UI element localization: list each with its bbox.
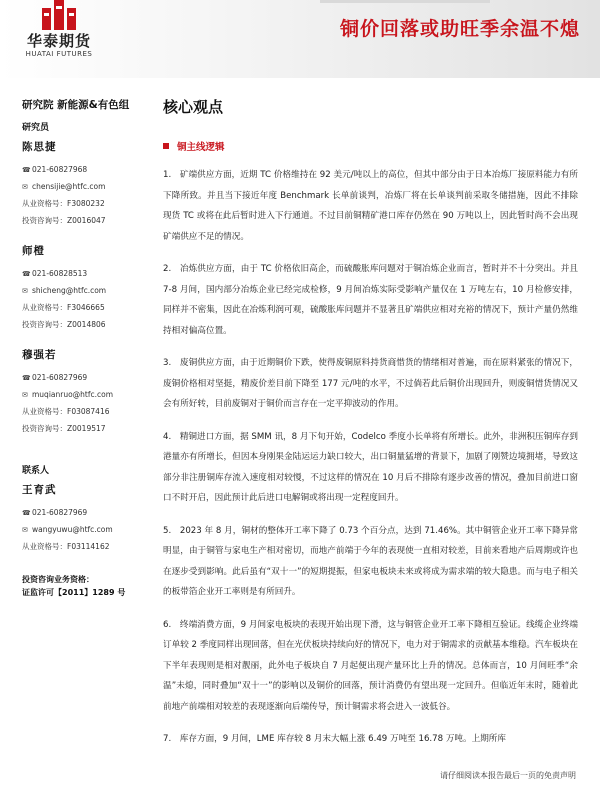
researcher-email[interactable]: muqianruo@htfc.com [32, 390, 114, 399]
contact-email[interactable]: wangyuwu@htfc.com [32, 525, 113, 534]
researcher-card [22, 347, 152, 437]
paragraph-mine-supply: 1. 矿端供应方面，近期 TC 价格维持在 92 美元/吨以上的高位，但其中部分由于日本冶炼厂接原料能力有所下降所致。并且当下接近年度 Benchmark 长单前谈判，冶炼厂将在长单谈判前采取冬储措施，因此不排除现货 TC 或将在此后暂时进入下行通道。不过目前铜精矿港口库存仍然在 90 万吨以上，因此暂时尚不会出现矿端供应不足的情况。 [163, 170, 578, 242]
researcher-cert: 从业资格号：F03087416 [22, 407, 110, 416]
contact-cert: 从业资格号：F03114162 [22, 542, 110, 551]
phone-icon: ☎ [22, 166, 31, 174]
header-topline [320, 0, 490, 3]
huatai-logo-icon [42, 0, 76, 30]
red-square-bullet-icon [163, 143, 169, 149]
disclaimer-note: 请仔细阅读本报告最后一页的免责声明 [440, 771, 576, 780]
subsection-heading [163, 139, 578, 153]
researcher-card [22, 139, 152, 229]
logo-chinese-name: 华泰期货 [26, 32, 91, 50]
paragraph-operating-rate: 5. 2023 年 8 月，铜材的整体开工率下降了 0.73 个百分点，达到 71.46%。其中铜管企业开工率下降异常明显，由于铜管与家电生产相对密切，而地产前端于今年的表现使一直相对较差，目前来看地产后周期或许也在逐步受到影响。此后虽有“双十一”的短期提振，但家电板块未来或将成为需求端的较大隐患。而与电子相关的板带箔企业开工率则是有所回升。 [163, 525, 578, 597]
license-label: 投资咨询业务资格： [22, 575, 94, 584]
company-logo [14, 0, 104, 70]
license-number: 证监许可【2011】1289 号 [22, 588, 126, 597]
researcher-label: 研究员 [22, 123, 50, 133]
researcher-phone: 021-60827969 [32, 373, 88, 382]
researcher-phone: 021-60827968 [32, 165, 88, 174]
logo-english-name: HUATAI FUTURES [25, 50, 93, 58]
researcher-card [22, 243, 152, 333]
email-icon: ✉ [22, 183, 28, 191]
researcher-phone: 021-60828513 [32, 269, 88, 278]
email-icon: ✉ [22, 287, 28, 295]
author-sidebar [22, 97, 152, 599]
researcher-invest-cert: 投资咨询号：Z0016047 [22, 216, 106, 225]
researcher-cert: 从业资格号：F3080232 [22, 199, 105, 208]
department: 研究院 新能源&有色组 [22, 99, 130, 111]
email-icon: ✉ [22, 391, 28, 399]
main-content [163, 96, 578, 750]
contact-phone: 021-60827969 [32, 508, 88, 517]
contact-card [22, 482, 152, 555]
report-header [0, 0, 600, 78]
researcher-name: 陈思捷 [22, 141, 57, 153]
researcher-email[interactable]: chensijie@htfc.com [32, 182, 106, 191]
report-title: 铜价回落或助旺季余温不熄 [339, 18, 580, 40]
paragraph-scrap-supply: 3. 废铜供应方面，由于近期铜价下跌，使得废铜原料持货商惜货的情绪相对普遍，而在原料紧张的情况下，废铜价格相对坚挺，精废价差目前下降至 177 元/吨的水平，不过倘若此后铜价出现回升，则废铜惜货情况又会有所好转，目前废铜对于铜价而言存在一定平抑波动的作用。 [163, 358, 578, 409]
researcher-name: 师橙 [22, 245, 45, 257]
researcher-name: 穆强若 [22, 349, 57, 361]
contact-label: 联系人 [22, 466, 50, 476]
paragraph-imports: 4. 精铜进口方面，据 SMM 讯，8 月下旬开始，Codelco 季度小长单将有所增长。此外，非洲积压铜库存到港量亦有所增长，但因本身刚果金陆运运力缺口较大，出口铜量猛增的背景下，加剧了刚赞边境拥堵，导致这部分非注册铜库存流入速度相对较慢，不过这样的情况在 10 月后不排除有逐步改善的情况，叠加目前进口窗口不时开启，因此预计此后进口电解铜或将出现一定程度回升。 [163, 431, 578, 503]
researcher-invest-cert: 投资咨询号：Z0014806 [22, 320, 106, 329]
subsection-title: 铜主线逻辑 [177, 142, 225, 153]
researcher-email[interactable]: shicheng@htfc.com [32, 286, 107, 295]
paragraph-smelting-supply: 2. 冶炼供应方面，由于 TC 价格依旧高企，而硫酸胀库问题对于铜冶炼企业而言，暂时并不十分突出。并且 7-8 月间，国内部分冶炼企业已经完成检修，9 月间冶炼实际受影响产量仅在 1 万吨左右，10 月检修安排，同样并不密集，因此在冶炼利润可观，硫酸胀库问题并不显著且矿端供应相对充裕的情况下，预计产量仍然维持相对偏高位置。 [163, 264, 578, 336]
paragraph-consumption: 6. 终端消费方面，9 月间家电板块的表现开始出现下滑，这与铜管企业开工率下降相互验证。线缆企业终端订单较 2 季度同样出现回落，但在光伏板块持续向好的情况下，电力对于铜需求的贡献基本维稳。汽车板块在下半年表现则是相对靓丽，此外电子板块自 7 月起便出现产量环比上升的情况。总体而言，10 月间旺季“余温”未熄，同时叠加“双十一”的影响以及铜价的回落，预计消费仍有望出现一定回升。但临近年末时，随着此前地产前端相对较差的表现逐渐向后端传导，预计铜需求将会进入一波低谷。 [163, 619, 578, 712]
phone-icon: ☎ [22, 509, 31, 517]
license-info [22, 573, 152, 599]
researcher-cert: 从业资格号：F3046665 [22, 303, 105, 312]
researcher-invest-cert: 投资咨询号：Z0019517 [22, 424, 106, 433]
paragraph-inventory: 7. 库存方面，9 月间，LME 库存较 8 月末大幅上涨 6.49 万吨至 16.78 万吨。上期所库 [163, 734, 506, 744]
contact-name: 王育武 [22, 484, 57, 496]
phone-icon: ☎ [22, 374, 31, 382]
email-icon: ✉ [22, 526, 28, 534]
section-heading: 核心观点 [163, 98, 224, 116]
phone-icon: ☎ [22, 270, 31, 278]
